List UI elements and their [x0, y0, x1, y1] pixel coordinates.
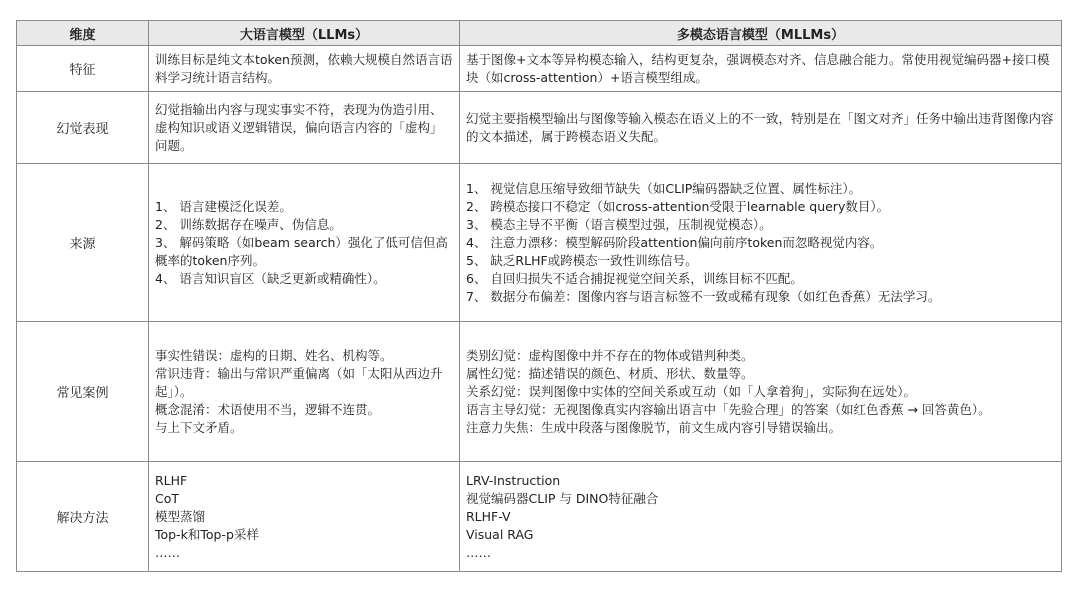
- row-label: 来源: [17, 164, 149, 322]
- comparison-table: [16, 20, 1062, 572]
- cell-line: 类别幻觉：虚构图像中并不存在的物体或错判种类。: [466, 347, 754, 363]
- table-row-sources: [17, 164, 1062, 322]
- llm-cell: [149, 164, 460, 322]
- header-row: [17, 21, 1062, 46]
- cell-line: 与上下文矛盾。: [155, 419, 243, 435]
- cell-line: 事实性错误：虚构的日期、姓名、机构等。: [155, 347, 393, 363]
- cell-line: 基于图像+文本等异构模态输入，结构更复杂，强调模态对齐、信息融合能力。常使用视觉编码器+接口模块（如cross-attention）+语言模型组成。: [466, 51, 1050, 85]
- cell-line: 常识违背：输出与常识严重偏离（如「太阳从西边升起」）。: [155, 365, 443, 399]
- cell-line: RLHF: [155, 472, 188, 488]
- cell-line: 4、 注意力漂移：模型解码阶段attention偏向前序token而忽略视觉内容。: [466, 234, 883, 250]
- cell-line: 训练目标是纯文本token预测，依赖大规模自然语言语料学习统计语言结构。: [155, 51, 453, 85]
- cell-line: 2、 跨模态接口不稳定（如cross-attention受限于learnable query数目）。: [466, 198, 890, 214]
- row-label: 常见案例: [17, 322, 149, 462]
- cell-line: 概念混淆：术语使用不当，逻辑不连贯。: [155, 401, 381, 417]
- llm-cell: [149, 462, 460, 572]
- llm-cell: [149, 46, 460, 92]
- cell-line: 1、 语言建模泛化误差。: [155, 198, 292, 214]
- mllm-cell: [460, 164, 1062, 322]
- cell-line: 6、 自回归损失不适合捕捉视觉空间关系，训练目标不匹配。: [466, 270, 803, 286]
- table-row-cases: [17, 322, 1062, 462]
- table-row-solutions: [17, 462, 1062, 572]
- row-label: 解决方法: [17, 462, 149, 572]
- llm-cell: [149, 322, 460, 462]
- row-label: 特征: [17, 46, 149, 92]
- cell-line: 1、 视觉信息压缩导致细节缺失（如CLIP编码器缺乏位置、属性标注）。: [466, 180, 862, 196]
- mllm-cell: [460, 462, 1062, 572]
- cell-line: 属性幻觉：描述错误的颜色、材质、形状、数量等。: [466, 365, 754, 381]
- cell-line: ……: [155, 544, 180, 560]
- cell-line: 2、 训练数据存在噪声、伪信息。: [155, 216, 342, 232]
- cell-line: LRV-Instruction: [466, 472, 561, 488]
- mllm-cell: [460, 92, 1062, 164]
- cell-line: 3、 模态主导不平衡（语言模型过强，压制视觉模态）。: [466, 216, 772, 232]
- cell-line: 视觉编码器CLIP 与 DINO特征融合: [466, 490, 659, 506]
- cell-line: Visual RAG: [466, 526, 534, 542]
- cell-line: 3、 解码策略（如beam search）强化了低可信但高概率的token序列。: [155, 234, 448, 268]
- cell-line: 关系幻觉：误判图像中实体的空间关系或互动（如「人拿着狗」，实际狗在远处）。: [466, 383, 917, 399]
- cell-line: 4、 语言知识盲区（缺乏更新或精确性）。: [155, 270, 386, 286]
- mllm-cell: [460, 46, 1062, 92]
- cell-line: 幻觉指输出内容与现实事实不符，表现为伪造引用、虚构知识或语义逻辑错误，偏向语言内容的「虚构」问题。: [155, 101, 443, 153]
- header-dimension: 维度: [17, 21, 149, 46]
- llm-cell: [149, 92, 460, 164]
- cell-line: 5、 缺乏RLHF或跨模态一致性训练信号。: [466, 252, 698, 268]
- cell-line: 7、 数据分布偏差：图像内容与语言标签不一致或稀有现象（如红色香蕉）无法学习。: [466, 288, 941, 304]
- cell-line: 幻觉主要指模型输出与图像等输入模态在语义上的不一致，特别是在「图文对齐」任务中输出违背图像内容的文本描述，属于跨模态语义失配。: [466, 110, 1054, 144]
- cell-line: 语言主导幻觉：无视图像真实内容输出语言中「先验合理」的答案（如红色香蕉 → 回答黄色）。: [466, 401, 991, 417]
- header-mllm: 多模态语言模型（MLLMs）: [460, 21, 1062, 46]
- mllm-cell: [460, 322, 1062, 462]
- cell-line: RLHF-V: [466, 508, 511, 524]
- row-label: 幻觉表现: [17, 92, 149, 164]
- table-row-hallucination: [17, 92, 1062, 164]
- cell-line: CoT: [155, 490, 180, 506]
- cell-line: 注意力失焦：生成中段落与图像脱节，前文生成内容引导错误输出。: [466, 419, 842, 435]
- cell-line: ……: [466, 544, 491, 560]
- cell-line: 模型蒸馏: [155, 508, 206, 524]
- cell-line: Top-k和Top-p采样: [155, 526, 259, 542]
- table-row-features: [17, 46, 1062, 92]
- header-llm: 大语言模型（LLMs）: [149, 21, 460, 46]
